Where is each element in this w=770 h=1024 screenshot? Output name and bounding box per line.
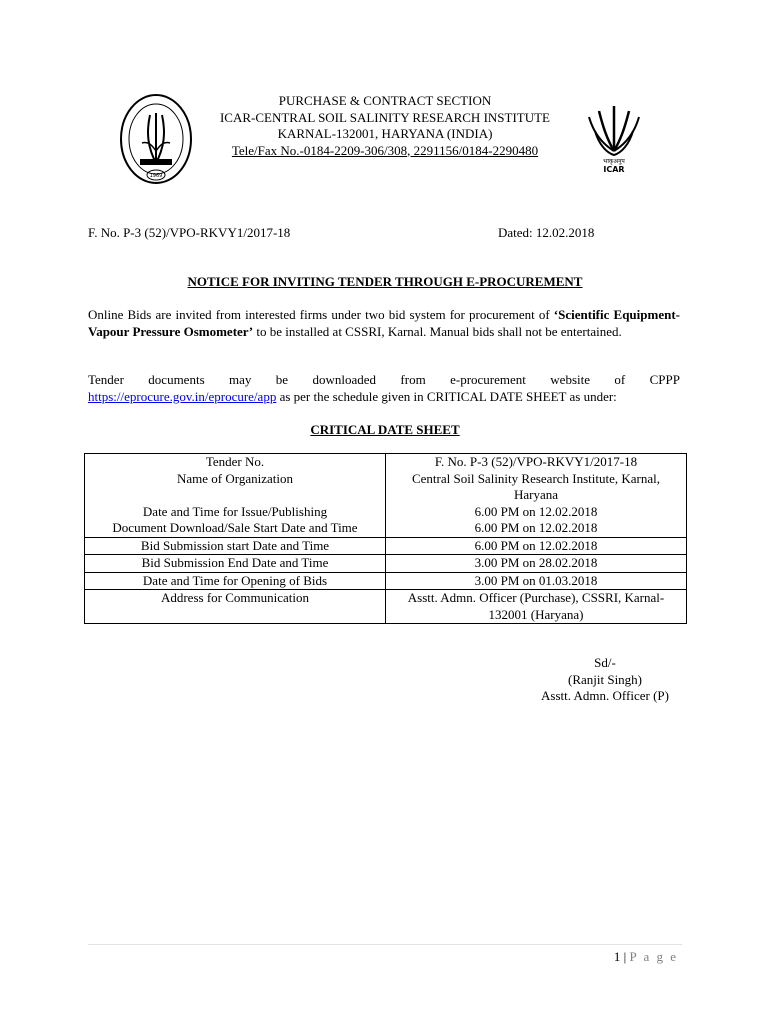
row-label: Date and Time for Issue/Publishing xyxy=(85,504,386,521)
page-footer xyxy=(614,949,678,965)
header-address: KARNAL-132001, HARYANA (INDIA) xyxy=(277,126,493,141)
table-row xyxy=(85,537,687,555)
row-value: F. No. P-3 (52)/VPO-RKVY1/2017-18 xyxy=(386,454,687,471)
para2-text-start: Tender documents may be downloaded from e-procurement website of CPPP xyxy=(88,372,680,387)
para2-text-end: as per the schedule given in CRITICAL DATE SHEET as under: xyxy=(276,388,617,404)
header-institute-name: ICAR-CENTRAL SOIL SALINITY RESEARCH INSTITUTE xyxy=(219,109,551,125)
table-row xyxy=(85,555,687,573)
icar-emblem-icon xyxy=(585,101,643,175)
table-row xyxy=(85,572,687,590)
table-row xyxy=(85,454,687,471)
critical-date-sheet-title: CRITICAL DATE SHEET xyxy=(310,422,460,437)
para1-text-start: Online Bids are invited from interested firms under two bid system for procurement of xyxy=(88,307,554,322)
row-value: 3.00 PM on 28.02.2018 xyxy=(386,555,687,573)
signatory-name: (Ranjit Singh) xyxy=(567,671,643,687)
notice-paragraph-2 xyxy=(88,372,680,405)
row-value: Asstt. Admn. Officer (Purchase), CSSRI, Karnal-132001 (Haryana) xyxy=(386,590,687,624)
row-label: Document Download/Sale Start Date and Time xyxy=(85,520,386,537)
table-row xyxy=(85,590,687,624)
row-value: Central Soil Salinity Research Institute, Karnal, Haryana xyxy=(386,471,687,504)
svg-text:भाकृअनुप: भाकृअनुप xyxy=(603,158,625,165)
footer-divider xyxy=(88,944,682,945)
row-label: Bid Submission start Date and Time xyxy=(85,537,386,555)
critical-date-sheet-table xyxy=(84,453,687,624)
row-label: Address for Communication xyxy=(85,590,386,624)
page-label: P a g e xyxy=(629,949,678,964)
row-value: 6.00 PM on 12.02.2018 xyxy=(386,520,687,537)
table-row xyxy=(85,520,687,537)
header-section-name: PURCHASE & CONTRACT SECTION xyxy=(278,93,492,108)
row-label: Name of Organization xyxy=(85,471,386,504)
notice-title: NOTICE FOR INVITING TENDER THROUGH E-PROCUREMENT xyxy=(187,274,583,289)
cssri-emblem-icon xyxy=(118,93,194,187)
svg-text:1969: 1969 xyxy=(149,173,163,179)
signatory-designation: Asstt. Admn. Officer (P) xyxy=(541,688,669,703)
para1-text-end: to be installed at CSSRI, Karnal. Manual bids shall not be entertained. xyxy=(253,323,622,339)
eprocure-link[interactable]: https://eprocure.gov.in/eprocure/app xyxy=(88,388,277,404)
page-separator: | xyxy=(623,949,627,964)
table-row xyxy=(85,471,687,504)
row-label: Tender No. xyxy=(85,454,386,471)
row-value: 3.00 PM on 01.03.2018 xyxy=(386,572,687,590)
letterhead xyxy=(200,93,570,159)
row-value: 6.00 PM on 12.02.2018 xyxy=(386,504,687,521)
signature-block xyxy=(530,655,680,705)
page-number: 1 xyxy=(613,949,621,964)
row-label: Bid Submission End Date and Time xyxy=(85,555,386,573)
file-number: F. No. P-3 (52)/VPO-RKVY1/2017-18 xyxy=(88,225,291,240)
table-row xyxy=(85,504,687,521)
para1-equipment-name: ‘Scientific Equipment-Vapour Pressure Osmometer’ xyxy=(88,307,680,339)
row-value: 6.00 PM on 12.02.2018 xyxy=(386,537,687,555)
header-phone: Tele/Fax No.-0184-2209-306/308, 2291156/0184-2290480 xyxy=(231,142,539,158)
document-date: Dated: 12.02.2018 xyxy=(498,225,595,240)
svg-text:ICAR: ICAR xyxy=(603,165,625,174)
notice-paragraph-1 xyxy=(88,307,680,340)
signature-sd: Sd/- xyxy=(594,655,616,670)
row-label: Date and Time for Opening of Bids xyxy=(85,572,386,590)
